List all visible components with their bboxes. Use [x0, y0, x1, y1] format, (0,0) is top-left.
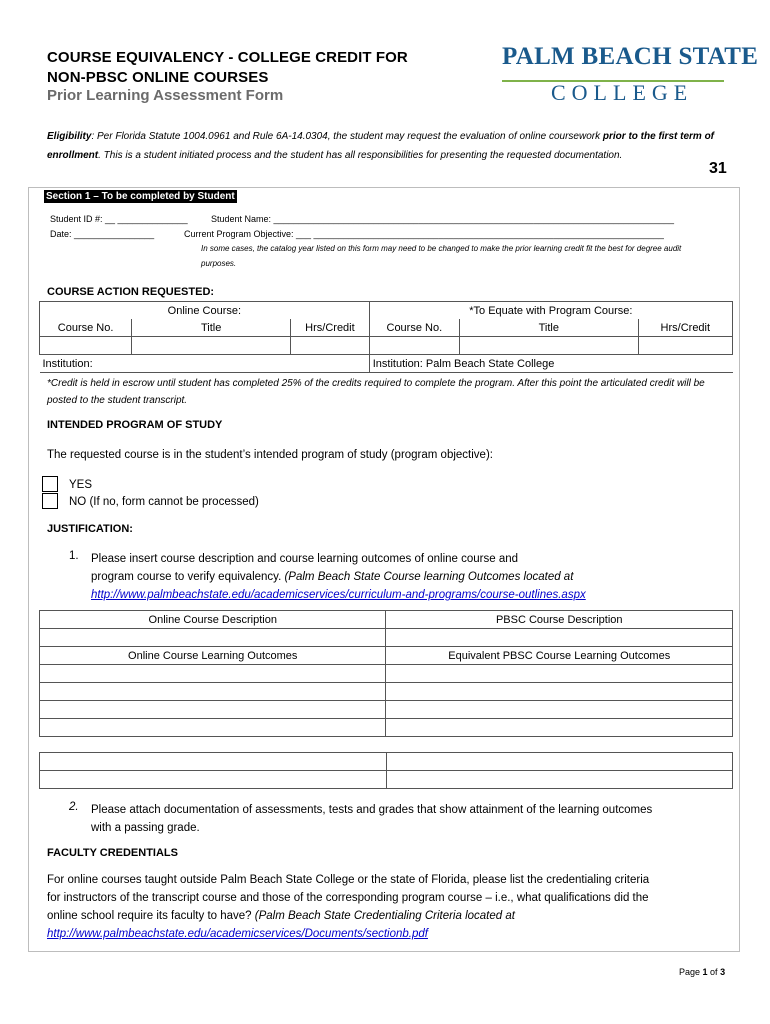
page-prefix: Page — [679, 967, 703, 977]
faculty-line1: For online courses taught outside Palm Beach State College or the state of Florida, please list the credentialing criteria — [47, 874, 650, 886]
form-title-line1: COURSE EQUIVALENCY - COLLEGE CREDIT FOR — [47, 49, 408, 66]
outcome-row-2-pbsc[interactable] — [386, 683, 733, 701]
intended-program-question: The requested course is in the student’s intended program of study (program objective): — [47, 449, 493, 461]
escrow-note: *Credit is held in escrow until student has completed 25% of the credits required to complete the program. After this point the articulated credit will be posted to the student transcript. — [47, 378, 705, 406]
outcome-row-3-online[interactable] — [40, 701, 386, 719]
course-action-table — [39, 301, 733, 373]
item2-line2: with a passing grade. — [91, 822, 200, 834]
outcome-row-5-pbsc[interactable] — [386, 753, 733, 771]
description-table — [39, 610, 733, 737]
item1-text — [91, 550, 721, 604]
student-id-field[interactable]: Student ID #: __ ______________ — [50, 214, 188, 224]
col-online-description: Online Course Description — [40, 611, 386, 629]
outcome-row-4-online[interactable] — [40, 719, 386, 737]
no-label: NO (If no, form cannot be processed) — [69, 496, 259, 508]
input-title-pbsc[interactable] — [459, 337, 638, 355]
justification-heading: JUSTIFICATION: — [47, 523, 133, 535]
course-outlines-link[interactable]: http://www.palmbeachstate.edu/academicservices/curriculum-and-programs/course-outlines.aspx — [91, 589, 586, 601]
online-description-input[interactable] — [40, 629, 386, 647]
outcome-row-1-online[interactable] — [40, 665, 386, 683]
item1-line1: Please insert course description and course learning outcomes of online course and — [91, 553, 519, 565]
college-logo-bottom: COLLEGE — [551, 80, 694, 105]
institution-right: Institution: Palm Beach State College — [369, 355, 732, 373]
col-hrs-pbsc: Hrs/Credit — [638, 319, 732, 337]
input-hrs-online[interactable] — [291, 337, 370, 355]
input-hrs-pbsc[interactable] — [638, 337, 732, 355]
credentials-link[interactable]: http://www.palmbeachstate.edu/academicservices/Documents/sectionb.pdf — [47, 928, 428, 940]
form-title — [47, 48, 408, 88]
student-name-field[interactable]: Student Name: ________________________________________________________________________________ — [211, 214, 674, 224]
item1-line2: program course to verify equivalency. — [91, 571, 282, 583]
faculty-heading: FACULTY CREDENTIALS — [47, 847, 178, 859]
col-pbsc-description: PBSC Course Description — [386, 611, 733, 629]
catalog-note: In some cases, the catalog year listed on this form may need to be changed to make the prior learning credit fit the best for degree audit purposes. — [201, 244, 682, 268]
col-course-no-online: Course No. — [40, 319, 132, 337]
outcome-row-1-pbsc[interactable] — [386, 665, 733, 683]
form-subtitle: Prior Learning Assessment Form — [47, 87, 284, 104]
page-of: of — [707, 967, 721, 977]
item2-text — [91, 801, 731, 837]
page-footer — [679, 967, 725, 977]
eligibility-label: Eligibility — [47, 131, 92, 142]
page-number: 1 — [702, 967, 708, 977]
input-course-no-online[interactable] — [40, 337, 132, 355]
page-total: 3 — [720, 967, 726, 977]
eligibility-bold: prior to the first term of enrollment — [47, 131, 715, 161]
faculty-line3b: (Palm Beach State Credentialing Criteria located at — [254, 910, 515, 922]
outcome-row-6-pbsc[interactable] — [386, 771, 733, 789]
item1-number: 1. — [69, 550, 79, 562]
program-objective-field[interactable]: Current Program Objective: ___ ______________________________________________________________________ — [184, 229, 664, 239]
equate-course-group: *To Equate with Program Course: — [369, 302, 732, 320]
eligibility-text1: : Per Florida Statute 1004.0961 and Rule 6A-14.0304, the student may request the evaluation of online coursework — [91, 131, 603, 142]
section1-heading: Section 1 – To be completed by Student — [46, 191, 235, 202]
outcome-row-6-online[interactable] — [40, 771, 387, 789]
col-title-online: Title — [132, 319, 291, 337]
yes-label: YES — [69, 479, 93, 491]
col-pbsc-outcomes: Equivalent PBSC Course Learning Outcomes — [386, 647, 733, 665]
item2-number: 2. — [69, 801, 79, 813]
date-field[interactable]: Date: ________________ — [50, 229, 155, 239]
input-title-online[interactable] — [132, 337, 291, 355]
eligibility-text2: . This is a student initiated process and the student has all responsibilities for presenting the requested documentation. — [98, 150, 623, 161]
outcome-row-2-online[interactable] — [40, 683, 386, 701]
col-online-outcomes: Online Course Learning Outcomes — [40, 647, 386, 665]
outcome-row-4-pbsc[interactable] — [386, 719, 733, 737]
outcomes-table-2 — [39, 752, 733, 789]
form-title-line2: NON-PBSC ONLINE COURSES — [47, 69, 269, 86]
outcome-row-3-pbsc[interactable] — [386, 701, 733, 719]
faculty-line3a: online school require its faculty to have? — [47, 910, 252, 922]
yes-checkbox[interactable] — [42, 476, 58, 492]
no-checkbox[interactable] — [42, 493, 58, 509]
col-course-no-pbsc: Course No. — [369, 319, 459, 337]
course-action-heading: COURSE ACTION REQUESTED: — [47, 286, 215, 298]
intended-program-heading: INTENDED PROGRAM OF STUDY — [47, 419, 223, 431]
online-course-group: Online Course: — [40, 302, 370, 320]
input-course-no-pbsc[interactable] — [369, 337, 459, 355]
item2-line1: Please attach documentation of assessments, tests and grades that show attainment of the learning outcomes — [91, 804, 653, 816]
faculty-paragraph — [47, 871, 737, 943]
pbsc-description-input[interactable] — [386, 629, 733, 647]
item1-italic: (Palm Beach State Course learning Outcomes located at — [284, 571, 574, 583]
outcome-row-5-online[interactable] — [40, 753, 387, 771]
col-hrs-online: Hrs/Credit — [291, 319, 370, 337]
col-title-pbsc: Title — [459, 319, 638, 337]
faculty-line2: for instructors of the transcript course and those of the corresponding program course – i.e., what qualifications did the — [47, 892, 649, 904]
college-logo-top: PALM BEACH STATE — [502, 43, 759, 70]
institution-left[interactable]: Institution: — [40, 355, 370, 373]
page-marker: 31 — [709, 160, 727, 177]
eligibility-paragraph — [47, 127, 727, 165]
